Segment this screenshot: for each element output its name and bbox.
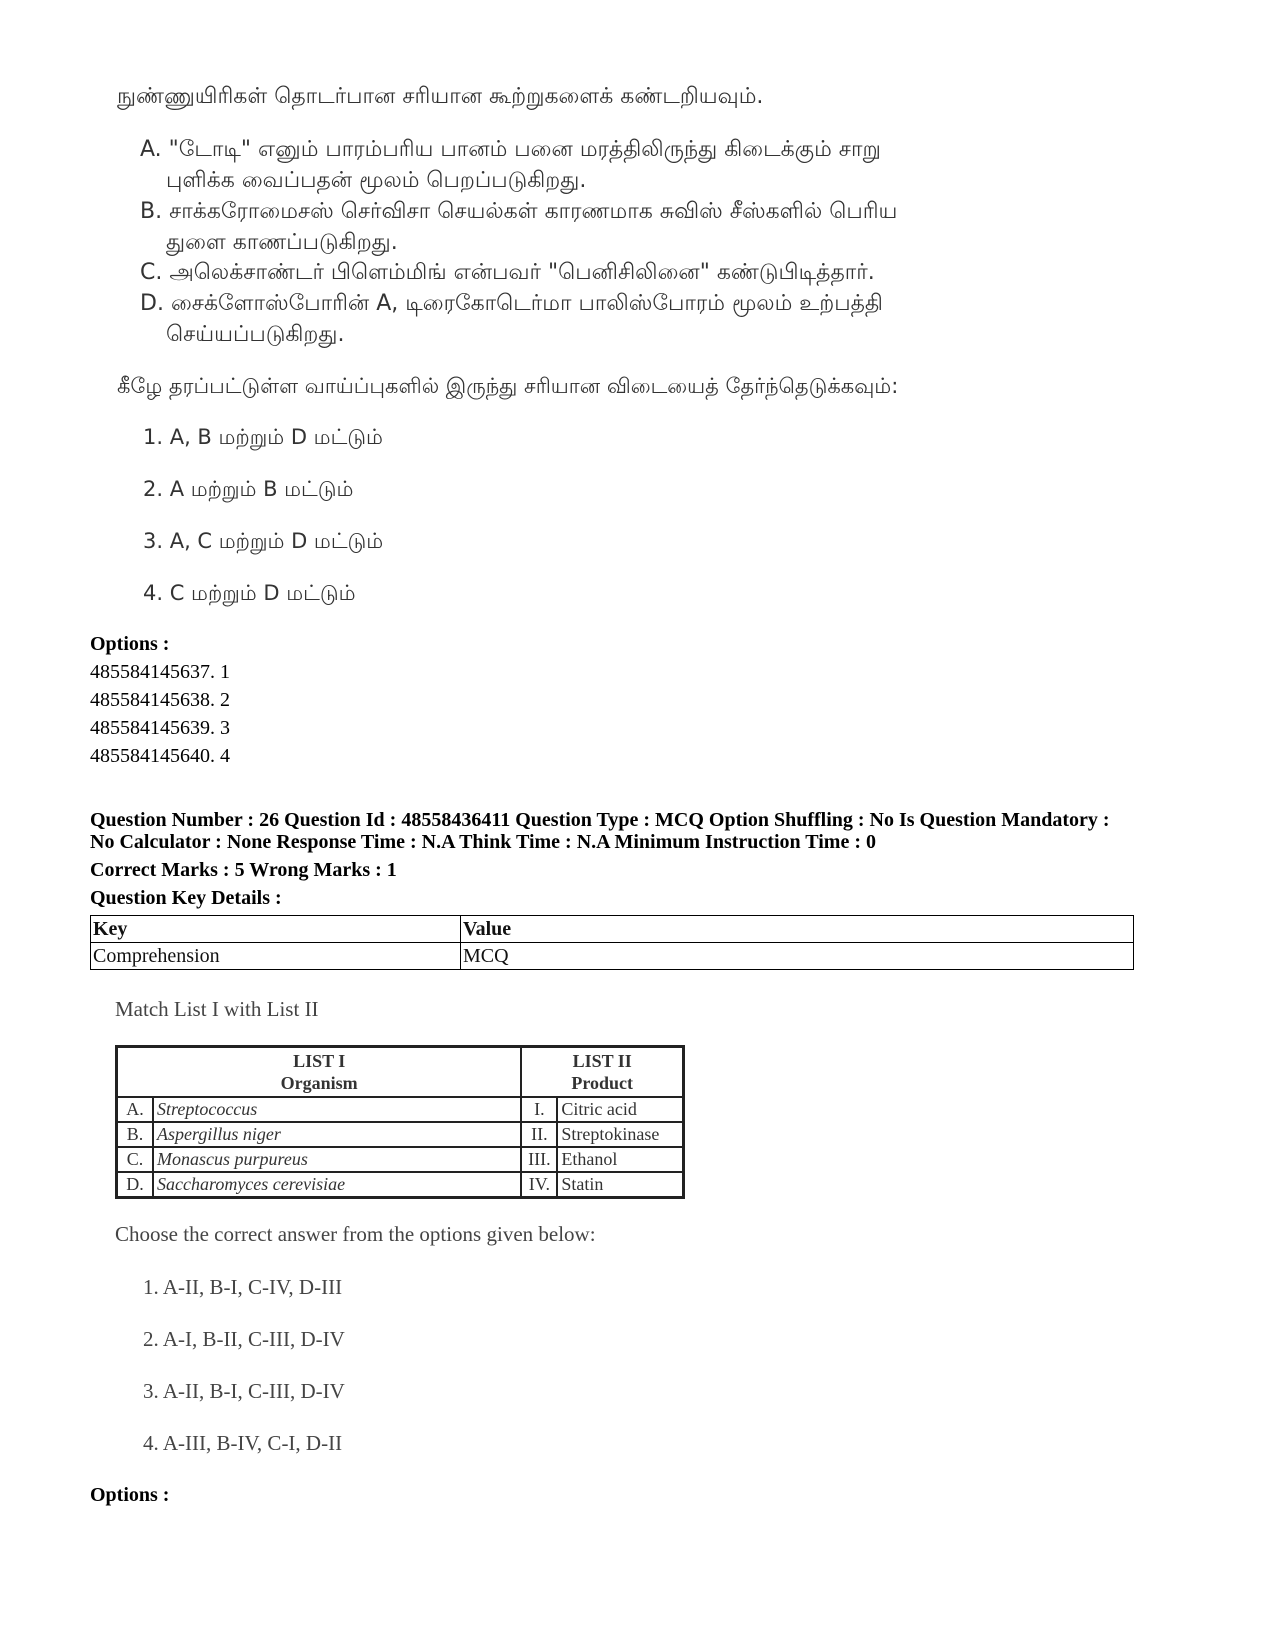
q25-choice-2: 2. A மற்றும் B மட்டும் bbox=[143, 477, 354, 501]
q25-statement-b bbox=[140, 199, 897, 227]
q25-option-4: 485584145640. 4 bbox=[90, 745, 230, 767]
q26-options-label: Options : bbox=[90, 1484, 170, 1506]
statement-line: அலெக்சாண்டர் பிளெம்மிங் என்பவர் "பெனிசிலினை" கண்டுபிடித்தார். bbox=[169, 260, 875, 285]
q26-marks: Correct Marks : 5 Wrong Marks : 1 bbox=[90, 859, 397, 881]
q26-stem: Match List I with List II bbox=[115, 997, 319, 1021]
q25-option-1: 485584145637. 1 bbox=[90, 661, 230, 683]
q25-option-3: 485584145639. 3 bbox=[90, 717, 230, 739]
q26-instruction: Choose the correct answer from the options given below: bbox=[115, 1222, 596, 1246]
q26-choice-4: 4. A-III, B-IV, C-I, D-II bbox=[143, 1431, 343, 1455]
organism-cell: Aspergillus niger bbox=[153, 1122, 521, 1147]
value-header: Value bbox=[461, 916, 1134, 943]
table-row bbox=[117, 1122, 684, 1147]
statement-letter: B. bbox=[140, 199, 163, 224]
key-details-table bbox=[90, 915, 1134, 970]
list-header-row bbox=[117, 1047, 684, 1098]
q25-statement-a bbox=[140, 137, 881, 165]
q26-choice-3: 3. A-II, B-I, C-III, D-IV bbox=[143, 1379, 345, 1403]
q26-choice-2: 2. A-I, B-II, C-III, D-IV bbox=[143, 1327, 345, 1351]
list1-title: LIST I bbox=[293, 1051, 346, 1071]
match-list-table bbox=[115, 1045, 685, 1199]
q26-key-details-label: Question Key Details : bbox=[90, 887, 282, 909]
statement-line: சைக்ளோஸ்போரின் A, டிரைகோடெர்மா பாலிஸ்போரம் மூலம் உற்பத்தி bbox=[170, 291, 883, 316]
list2-numeral: II. bbox=[521, 1122, 557, 1147]
q25-statement-b-cont: துளை காணப்படுகிறது. bbox=[166, 230, 398, 255]
product-cell: Citric acid bbox=[557, 1097, 683, 1122]
list2-header bbox=[521, 1047, 683, 1098]
statement-line: "டோடி" எனும் பாரம்பரிய பானம் பனை மரத்திலிருந்து கிடைக்கும் சாறு bbox=[168, 137, 881, 162]
list1-header bbox=[117, 1047, 522, 1098]
q25-options-label: Options : bbox=[90, 633, 170, 655]
list1-letter: A. bbox=[117, 1097, 154, 1122]
statement-letter: C. bbox=[140, 260, 163, 285]
organism-cell: Saccharomyces cerevisiae bbox=[153, 1172, 521, 1198]
table-row bbox=[117, 1097, 684, 1122]
table-row bbox=[117, 1147, 684, 1172]
product-cell: Ethanol bbox=[557, 1147, 683, 1172]
q26-choice-1: 1. A-II, B-I, C-IV, D-III bbox=[143, 1275, 343, 1299]
q25-statement-d-cont: செய்யப்படுகிறது. bbox=[166, 322, 345, 347]
statement-letter: A. bbox=[140, 137, 162, 162]
q25-option-2: 485584145638. 2 bbox=[90, 689, 230, 711]
q25-instruction: கீழே தரப்பட்டுள்ள வாய்ப்புகளில் இருந்து சரியான விடையைத் தேர்ந்தெடுக்கவும்: bbox=[117, 374, 899, 398]
list1-letter: C. bbox=[117, 1147, 154, 1172]
organism-cell: Streptococcus bbox=[153, 1097, 521, 1122]
q25-statement-d bbox=[140, 291, 883, 319]
list2-numeral: III. bbox=[521, 1147, 557, 1172]
table-row bbox=[91, 943, 1134, 970]
list1-subtitle: Organism bbox=[280, 1073, 358, 1093]
q25-statement-c bbox=[140, 260, 875, 288]
q25-statement-a-cont: புளிக்க வைப்பதன் மூலம் பெறப்படுகிறது. bbox=[166, 168, 587, 193]
value-cell: MCQ bbox=[461, 943, 1134, 970]
list1-letter: D. bbox=[117, 1172, 154, 1198]
list2-subtitle: Product bbox=[571, 1073, 634, 1093]
organism-cell: Monascus purpureus bbox=[153, 1147, 521, 1172]
key-header: Key bbox=[91, 916, 461, 943]
list2-numeral: I. bbox=[521, 1097, 557, 1122]
q25-choice-3: 3. A, C மற்றும் D மட்டும் bbox=[143, 529, 384, 553]
table-header-row bbox=[91, 916, 1134, 943]
q25-choice-4: 4. C மற்றும் D மட்டும் bbox=[143, 581, 356, 605]
statement-letter: D. bbox=[140, 291, 164, 316]
list2-title: LIST II bbox=[572, 1051, 632, 1071]
list1-letter: B. bbox=[117, 1122, 154, 1147]
q25-stem: நுண்ணுயிரிகள் தொடர்பான சரியான கூற்றுகளைக் கண்டறியவும். bbox=[117, 84, 764, 109]
q26-meta-line2: No Calculator : None Response Time : N.A Think Time : N.A Minimum Instruction Time : 0 bbox=[90, 831, 876, 853]
key-cell: Comprehension bbox=[91, 943, 461, 970]
product-cell: Streptokinase bbox=[557, 1122, 683, 1147]
list2-numeral: IV. bbox=[521, 1172, 557, 1198]
table-row bbox=[117, 1172, 684, 1198]
q26-meta-line1: Question Number : 26 Question Id : 48558436411 Question Type : MCQ Option Shuffling : No Is Question Mandatory : bbox=[90, 809, 1110, 831]
statement-line: சாக்கரோமைசஸ் செர்விசா செயல்கள் காரணமாக சுவிஸ் சீஸ்களில் பெரிய bbox=[169, 199, 898, 224]
q25-choice-1: 1. A, B மற்றும் D மட்டும் bbox=[143, 425, 383, 449]
product-cell: Statin bbox=[557, 1172, 683, 1198]
